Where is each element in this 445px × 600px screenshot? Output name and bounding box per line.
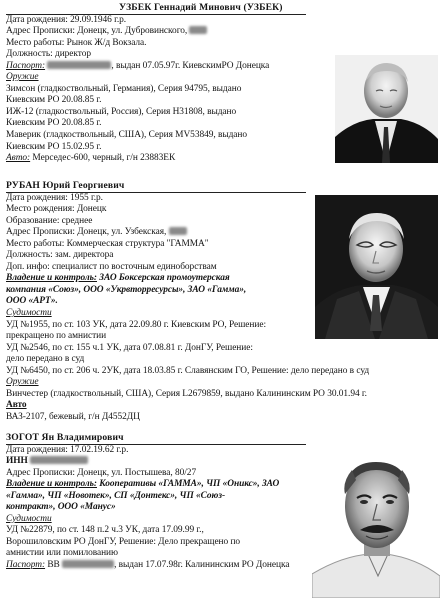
portrait-photo bbox=[315, 195, 438, 339]
passport-line bbox=[6, 61, 306, 73]
auto-line bbox=[6, 153, 306, 165]
ownership-label: Владение и контроль: bbox=[6, 479, 97, 490]
workplace: Место работы: Коммерческая структура "ГАММА" bbox=[6, 238, 209, 249]
redacted-mark bbox=[189, 26, 207, 34]
weapons-heading: Оружие bbox=[6, 377, 39, 388]
education: Образование: среднее bbox=[6, 215, 93, 226]
passport-info: , выдан 07.05.97г. КиевскимРО Донецка bbox=[111, 60, 270, 71]
weapon-line: Киевским РО 15.02.95 г. bbox=[6, 141, 102, 152]
weapon-line: Киевским РО 20.08.85 г. bbox=[6, 118, 102, 129]
ownership-line: контракт», ООО «Манус» bbox=[6, 502, 116, 513]
auto-value: Мерседес-600, черный, г/н 23883ЕК bbox=[30, 153, 176, 164]
weapon-line: Киевским РО 20.08.85 г. bbox=[6, 95, 102, 106]
weapon-line: ИЖ-12 (гладкоствольный, Россия), Серия Н31808, выдано bbox=[6, 106, 237, 117]
ownership-label: Владение и контроль: bbox=[6, 273, 97, 284]
birth-place: Место рождения: Донецк bbox=[6, 204, 107, 215]
conviction-line: прекращено по амнистии bbox=[6, 331, 107, 342]
birth-date: Дата рождения: 17.02.19.62 г.р. bbox=[6, 444, 129, 455]
auto-label: Авто: bbox=[6, 153, 31, 164]
ownership-line: компания «Союз», ООО «Укрвторресурсы», ЗАО «Гамма», bbox=[6, 284, 247, 295]
redacted-mark bbox=[169, 227, 187, 235]
registration-address: Адрес Прописки: Донецк, ул. Узбекская, bbox=[6, 227, 369, 239]
passport-line bbox=[6, 560, 306, 572]
redacted-mark bbox=[47, 61, 111, 69]
birth-date: Дата рождения: 1955 г.р. bbox=[6, 192, 103, 203]
portrait-photo bbox=[335, 55, 438, 163]
weapon-line: Маверик (гладкоствольный, США), Серия MV53849, выдано bbox=[6, 130, 248, 141]
convictions-heading: Судимости bbox=[6, 513, 52, 524]
conviction-line: УД №1955, по ст. 103 УК, дата 22.09.80 г. Киевским РО, Решение: bbox=[6, 319, 266, 330]
portrait-photo bbox=[312, 436, 440, 598]
weapons-heading: Оружие bbox=[6, 72, 39, 83]
record-zogot bbox=[6, 432, 306, 572]
inn-label: ИНН bbox=[6, 456, 28, 467]
ownership-line: ООО «АРТ». bbox=[6, 296, 58, 307]
weapon-line: Винчестер (гладкоствольный, США), Серия L2679859, выдано Калининским РО 30.01.94 г. bbox=[6, 388, 367, 399]
inn-line bbox=[6, 456, 306, 468]
record-header: ЗОГОТ Ян Владимирович bbox=[6, 432, 124, 443]
registration-address: Адрес Прописки: Донецк, ул. Дубровинского, bbox=[6, 26, 306, 38]
conviction-line: амнистии или помилованию bbox=[6, 548, 118, 559]
redacted-mark bbox=[30, 456, 88, 464]
passport-label: Паспорт: bbox=[6, 60, 46, 71]
registration-address: Адрес Прописки: Донецк, ул. Постышева, 80/27 bbox=[6, 467, 197, 478]
ownership-line bbox=[6, 479, 306, 491]
record-uzbek bbox=[6, 2, 306, 165]
conviction-line: Ворошиловским РО ДонГУ, Решение: Дело прекращено по bbox=[6, 536, 241, 547]
position: Должность: зам. директора bbox=[6, 250, 114, 261]
ownership-line: «Гамма», ЧП «Новотек», СП «Донтекс», ЧП «Союз- bbox=[6, 490, 226, 501]
record-header: УЗБЕК Геннадий Минович (УЗБЕК) bbox=[119, 2, 283, 13]
passport-label: Паспорт: bbox=[6, 560, 46, 571]
redacted-mark bbox=[62, 560, 114, 568]
workplace: Место работы: Рынок Ж/д Вокзала. bbox=[6, 37, 147, 48]
weapon-line: Зимсон (гладкоствольный, Германия), Серия 94795, выдано bbox=[6, 83, 242, 94]
auto-value: ВАЗ-2107, бежевый, г/н Д4552ДЦ bbox=[6, 411, 140, 422]
ownership-companies: ЗАО Боксерская промоутерская bbox=[96, 273, 230, 284]
ownership-companies: Кооперативы «ГАММА», ЧП «Оникс», ЗАО bbox=[96, 479, 280, 490]
record-header: РУБАН Юрий Георгиевич bbox=[6, 180, 125, 191]
auto-heading: Авто bbox=[6, 400, 27, 411]
passport-info: , выдан 17.07.98г. Калининским РО Донецка bbox=[114, 560, 290, 571]
additional-info: Доп. инфо: специалист по восточным единоборствам bbox=[6, 261, 217, 272]
passport-series: ВВ bbox=[45, 560, 60, 571]
conviction-line: дело передано в суд bbox=[6, 354, 85, 365]
conviction-line: УД №2546, по ст. 155 ч.1 УК, дата 07.08.81 г. ДонГУ, Решение: bbox=[6, 342, 253, 353]
birth-date: Дата рождения: 29.09.1946 г.р. bbox=[6, 14, 127, 25]
convictions-heading: Судимости bbox=[6, 308, 52, 319]
position: Должность: директор bbox=[6, 49, 91, 60]
conviction-line: УД №22879, по ст. 148 п.2 ч.3 УК, дата 17.09.99 г., bbox=[6, 525, 204, 536]
conviction-line: УД №6450, по ст. 206 ч. 2УК, дата 18.03.85 г. Славянским ГО, Решение: дело передано в суд bbox=[6, 365, 370, 376]
